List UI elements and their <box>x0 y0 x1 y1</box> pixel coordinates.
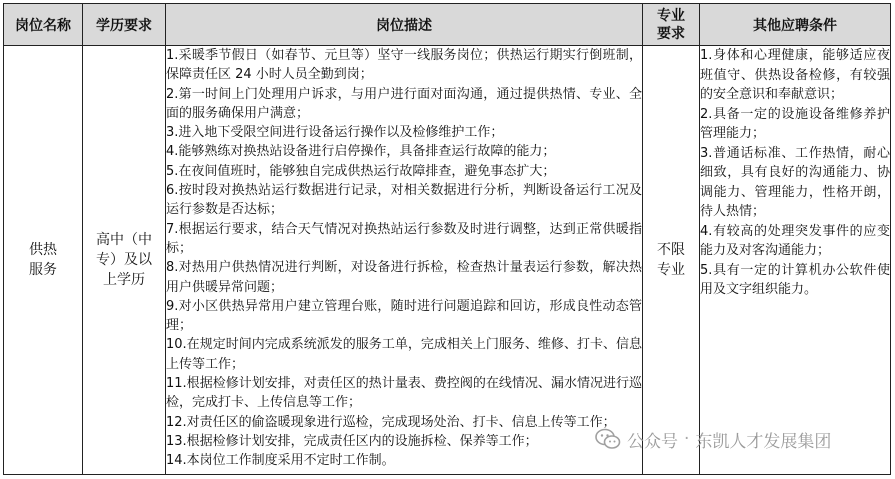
description-item: 7.根据运行要求，结合天气情况对换热站运行参数及时进行调整，达到正常供暖指标； <box>166 221 642 256</box>
description-item: 5.在夜间值班时，能够独自完成供热运行故障排查，避免事态扩大； <box>166 163 556 179</box>
description-item: 11.根据检修计划安排，对责任区的热计量表、费控阀的在线情况、漏水情况进行巡检，完成打卡、上传信息等工作； <box>166 376 642 411</box>
header-row <box>4 4 891 46</box>
description-item: 12.对责任区的偷盗暖现象进行巡检，完成现场处治、打卡、信息上传等工作； <box>166 414 616 430</box>
description-item: 3.进入地下受限空间进行设备运行操作以及检修维护工作； <box>166 125 504 141</box>
position-name: 供热 服务 <box>29 242 57 278</box>
conditions-cell <box>700 46 891 475</box>
description-item: 10.在规定时间内完成系统派发的服务工单，完成相关上门服务、维修、打卡、信息上传等工作； <box>166 337 642 372</box>
description-item: 1.采暖季节假日（如春节、元旦等）坚守一线服务岗位；供热运行期实行倒班制，保障责任区 24 小时人员全勤到岗； <box>166 48 642 83</box>
description-item: 8.对热用户供热情况进行判断，对设备进行拆检，检查热计量表运行参数，解决热用户供暖异常问题； <box>166 260 642 295</box>
header-major-text: 专业 要求 <box>657 7 685 42</box>
major-requirement: 不限 专业 <box>657 242 685 278</box>
header-education: 学历要求 <box>83 4 166 46</box>
education-cell <box>83 46 166 475</box>
position-cell <box>4 46 83 475</box>
watermark <box>595 421 831 457</box>
description-cell <box>166 46 643 475</box>
description-item: 9.对小区供热异常用户建立管理台账，随时进行问题追踪和回访，形成良性动态管理； <box>166 298 642 334</box>
condition-item: 1.身体和心理健康，能够适应夜班值守、供热设备检修，有较强的安全意识和奉献意识； <box>700 48 890 102</box>
description-item: 13.根据检修计划安排，完成责任区内的设施拆检、保养等工作； <box>166 433 538 449</box>
header-position-name: 岗位名称 <box>4 4 83 46</box>
condition-item: 4.有较高的处理突发事件的应变能力及对客沟通能力； <box>700 223 890 258</box>
education-requirement: 高中（中 专）及以 上学历 <box>96 232 152 288</box>
description-item: 6.按时段对换热站运行数据进行记录，对相关数据进行分析，判断设备运行工况及运行参数是否达标； <box>166 183 642 218</box>
description-item: 4.能够熟练对换热站设备进行启停操作，具备排查运行故障的能力； <box>166 144 556 160</box>
description-item: 2.第一时间上门处理用户诉求，与用户进行面对面沟通，通过提供热情、专业、全面的服务确保用户满意； <box>166 86 642 121</box>
major-cell <box>643 46 700 475</box>
condition-item: 2.具备一定的设施设备维修养护管理能力； <box>700 106 890 141</box>
job-row <box>4 46 891 475</box>
condition-item: 3.普通话标准、工作热情，耐心细致，具有良好的沟通能力、协调能力、管理能力，性格开朗，待人热情； <box>700 145 890 219</box>
condition-item: 5.具有一定的计算机办公软件使用及文字组织能力。 <box>700 262 890 297</box>
job-table <box>3 3 891 475</box>
watermark-source: 公众号 <box>627 431 678 452</box>
header-major <box>643 4 700 46</box>
description-item: 14.本岗位工作制度采用不定时工作制。 <box>166 453 395 469</box>
watermark-separator: · <box>684 429 690 449</box>
watermark-org-name: 东凯人才发展集团 <box>695 431 832 452</box>
header-description: 岗位描述 <box>166 4 643 46</box>
header-other-conditions: 其他应聘条件 <box>700 4 891 46</box>
wechat-icon <box>595 428 621 450</box>
